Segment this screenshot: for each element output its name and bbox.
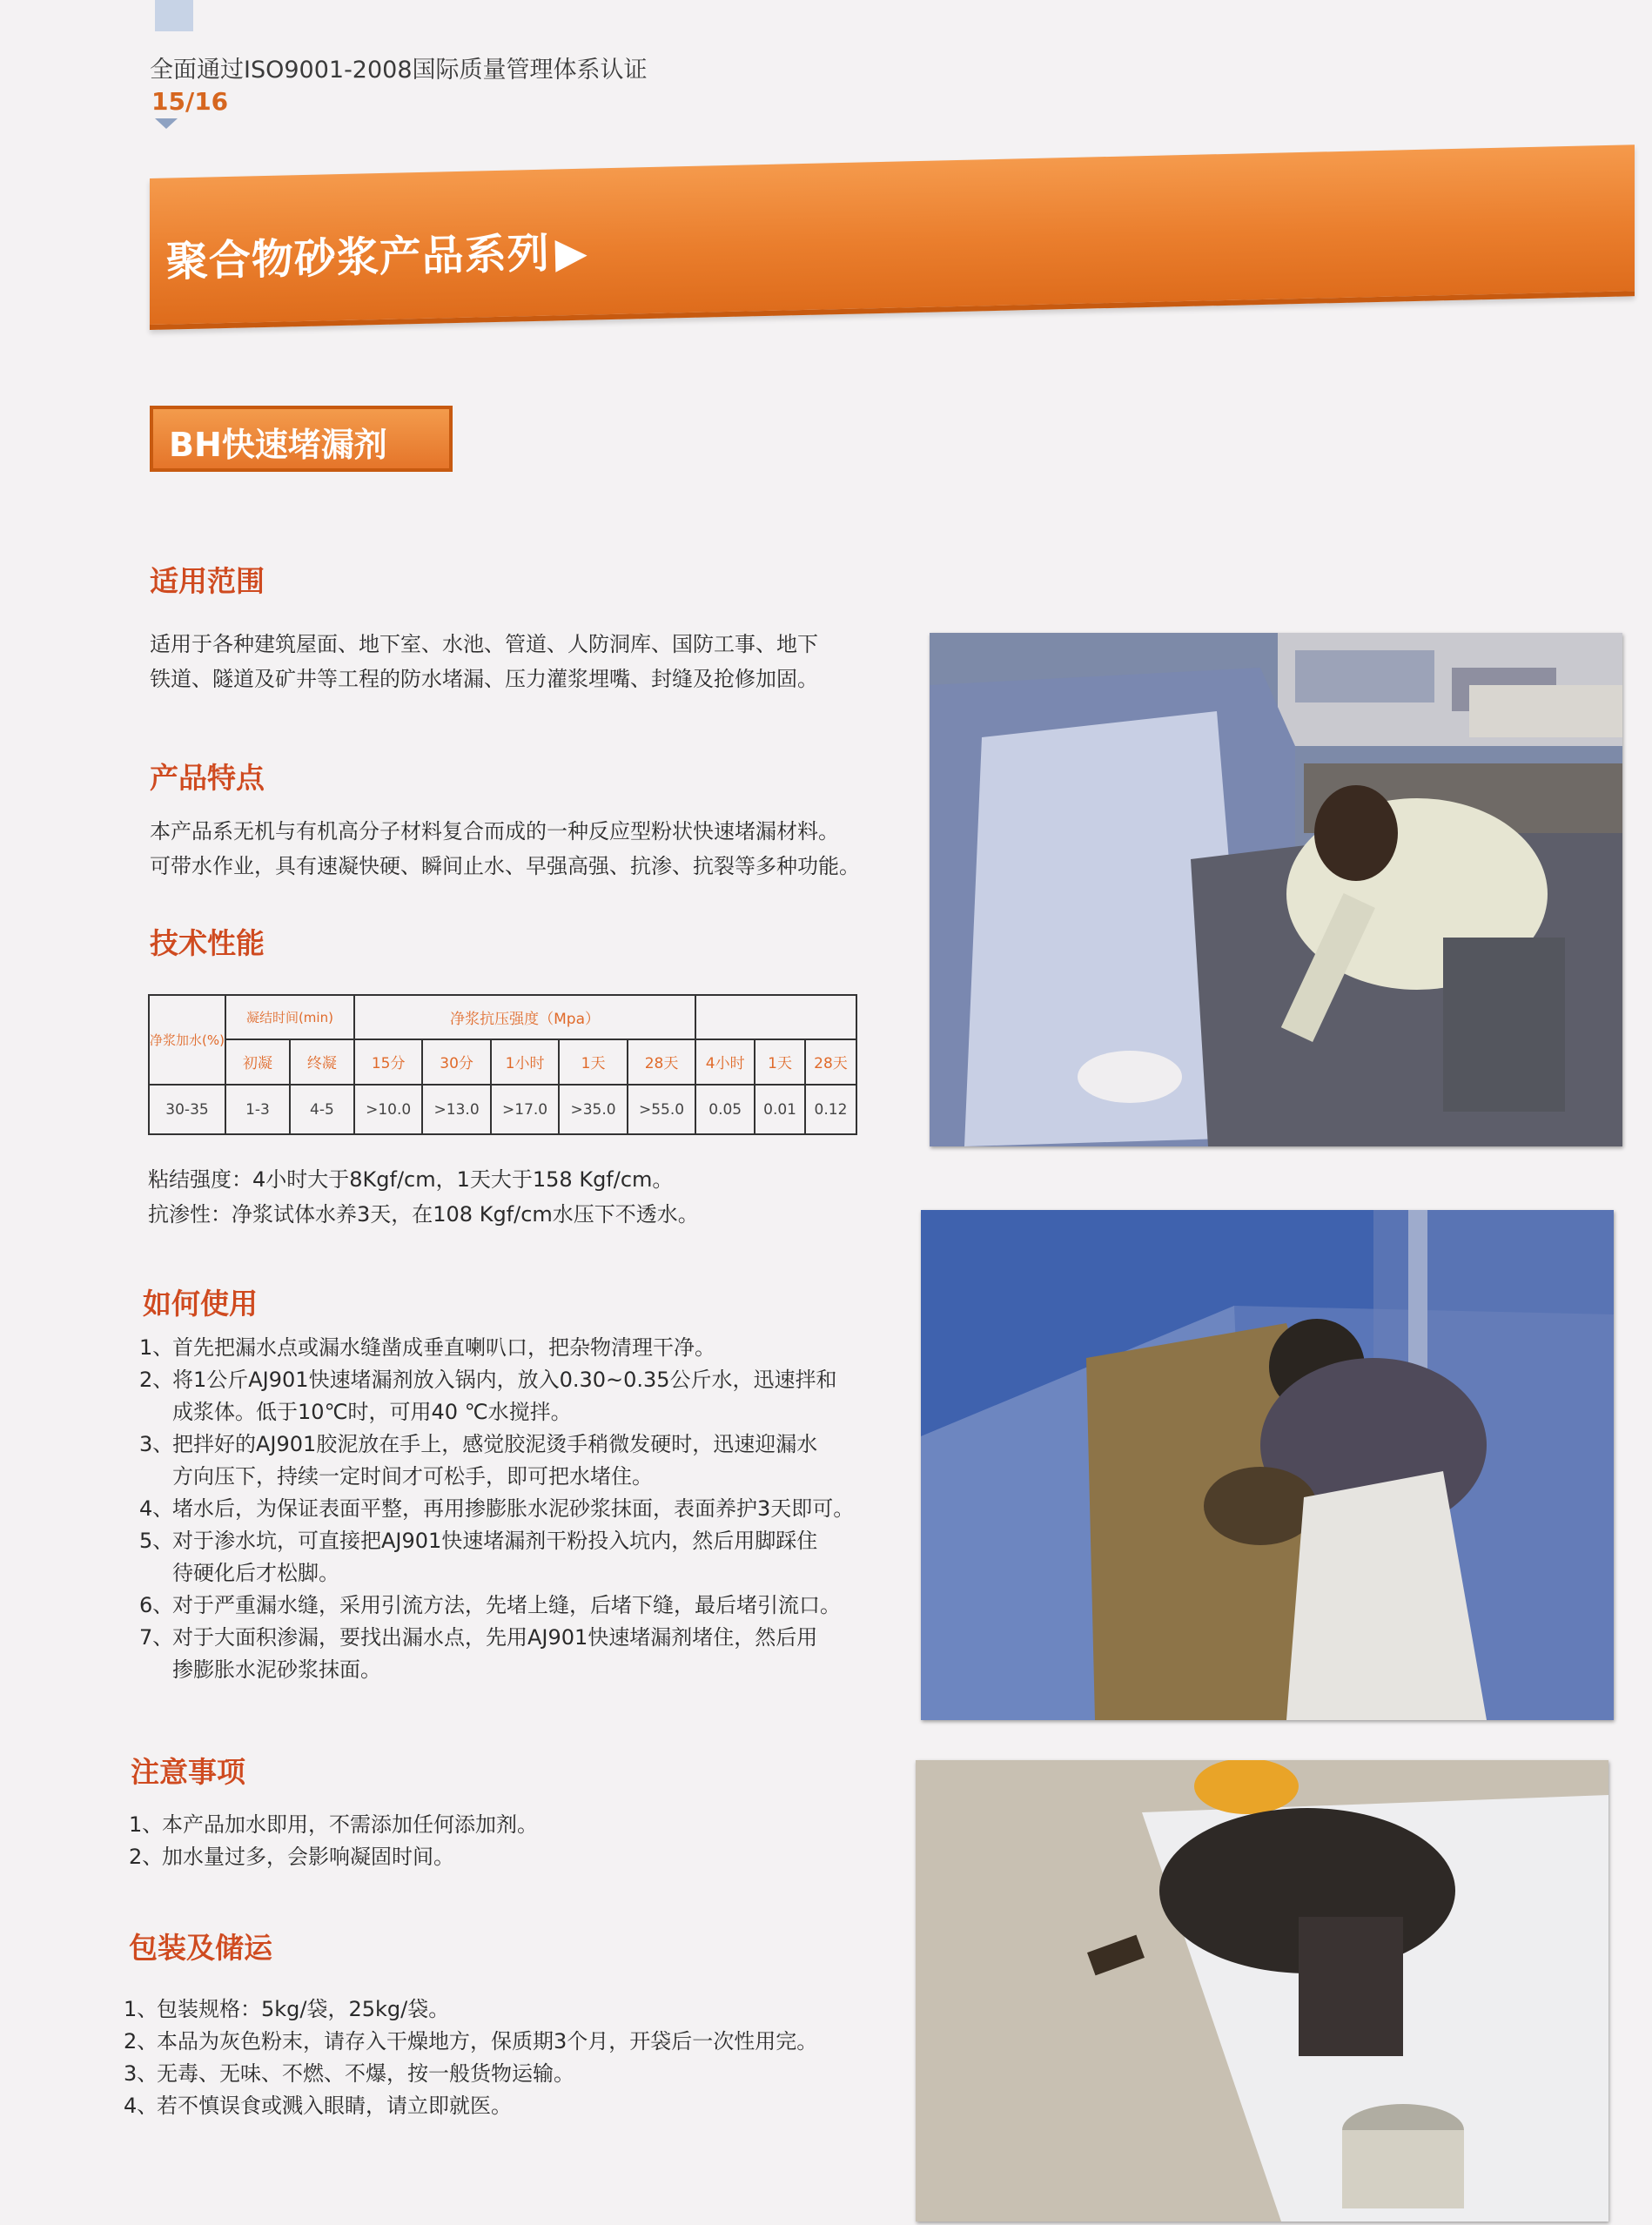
tech-note: 抗渗性：净浆试体水养3天，在108 Kgf/cm水压下不透水。 bbox=[148, 1202, 699, 1227]
step-number: 6、 bbox=[139, 1593, 174, 1617]
usage-heading: 如何使用 bbox=[143, 1287, 258, 1321]
list-item bbox=[139, 1428, 923, 1493]
table-cell: 0.05 bbox=[695, 1085, 755, 1134]
sub-header: 终凝 bbox=[290, 1039, 354, 1086]
top-tab-decoration bbox=[155, 0, 193, 31]
list-item bbox=[139, 1332, 923, 1364]
packaging-heading: 包装及储运 bbox=[129, 1931, 272, 1965]
list-item bbox=[139, 1622, 923, 1686]
list-item bbox=[129, 1809, 912, 1841]
sub-header: 1天 bbox=[755, 1039, 805, 1086]
step-text: 将1公斤AJ901快速堵漏剂放入锅内，放入0.30~0.35公斤水，迅速拌和 bbox=[172, 1368, 837, 1392]
list-item bbox=[124, 2058, 924, 2090]
series-title: 聚合物砂浆产品系列▶ bbox=[165, 227, 589, 286]
table-cell: >13.0 bbox=[422, 1085, 490, 1134]
sub-header: 28天 bbox=[805, 1039, 856, 1086]
col-water-header: 净浆加水(%) bbox=[149, 995, 225, 1085]
step-number: 7、 bbox=[139, 1625, 174, 1650]
item-number: 3、 bbox=[124, 2061, 158, 2086]
page-number: 15/16 bbox=[151, 87, 229, 116]
strength-header: 净浆抗压强度（Mpa） bbox=[354, 995, 695, 1039]
list-item bbox=[124, 2026, 924, 2058]
product-title: BH快速堵漏剂 bbox=[169, 426, 387, 464]
table-cell: >10.0 bbox=[354, 1085, 422, 1134]
step-number: 4、 bbox=[139, 1496, 174, 1521]
certification-text: 全面通过ISO9001-2008国际质量管理体系认证 bbox=[150, 57, 648, 84]
table-cell: 1-3 bbox=[225, 1085, 290, 1134]
item-number: 4、 bbox=[124, 2094, 158, 2118]
item-number: 2、 bbox=[124, 2029, 158, 2054]
sub-header: 初凝 bbox=[225, 1039, 290, 1086]
step-text: 掺膨胀水泥砂浆抹面。 bbox=[172, 1657, 381, 1682]
scope-heading: 适用范围 bbox=[150, 564, 265, 598]
step-text: 成浆体。低于10℃时，可用40 ℃水搅拌。 bbox=[172, 1400, 572, 1424]
scope-line: 铁道、隧道及矿井等工程的防水堵漏、压力灌浆埋嘴、封缝及抢修加固。 bbox=[150, 667, 818, 691]
extra-header bbox=[695, 995, 856, 1039]
sub-header: 15分 bbox=[354, 1039, 422, 1086]
list-item bbox=[124, 1993, 924, 2026]
features-text bbox=[150, 814, 933, 884]
step-text: 首先把漏水点或漏水缝凿成垂直喇叭口，把杂物清理干净。 bbox=[172, 1335, 715, 1360]
setting-time-header: 凝结时间(min) bbox=[225, 995, 354, 1039]
table-cell: 0.01 bbox=[755, 1085, 805, 1134]
item-text: 本品为灰色粉末，请存入干燥地方，保质期3个月，开袋后一次性用完。 bbox=[157, 2029, 818, 2054]
scope-line: 适用于各种建筑屋面、地下室、水池、管道、人防洞库、国防工事、地下 bbox=[150, 632, 818, 656]
cautions-heading: 注意事项 bbox=[131, 1755, 245, 1789]
list-item bbox=[129, 1841, 912, 1873]
list-item bbox=[139, 1493, 923, 1525]
list-item bbox=[139, 1525, 923, 1590]
photo-floor-worker bbox=[916, 1760, 1608, 2222]
step-text: 对于渗水坑，可直接把AJ901快速堵漏剂干粉投入坑内，然后用脚踩住 bbox=[172, 1529, 818, 1553]
item-text: 加水量过多，会影响凝固时间。 bbox=[162, 1845, 454, 1869]
step-text: 堵水后，为保证表面平整，再用掺膨胀水泥砂浆抹面，表面养护3天即可。 bbox=[172, 1496, 855, 1521]
sub-header: 4小时 bbox=[695, 1039, 755, 1086]
step-text: 待硬化后才松脚。 bbox=[172, 1561, 339, 1585]
packaging-list bbox=[124, 1993, 924, 2122]
step-number: 1、 bbox=[139, 1335, 174, 1360]
sub-header: 30分 bbox=[422, 1039, 490, 1086]
sub-header: 1小时 bbox=[491, 1039, 559, 1086]
features-line: 本产品系无机与有机高分子材料复合而成的一种反应型粉状快速堵漏材料。 bbox=[150, 819, 839, 844]
table-cell: >55.0 bbox=[628, 1085, 695, 1134]
photo-rooftop-worker bbox=[930, 633, 1622, 1146]
item-text: 无毒、无味、不燃、不爆，按一般货物运输。 bbox=[157, 2061, 574, 2086]
down-triangle-icon bbox=[155, 118, 178, 129]
step-text: 对于严重漏水缝，采用引流方法，先堵上缝，后堵下缝，最后堵引流口。 bbox=[172, 1593, 841, 1617]
list-item bbox=[139, 1590, 923, 1622]
step-number: 5、 bbox=[139, 1529, 174, 1553]
play-arrow-icon: ▶ bbox=[554, 227, 589, 278]
photo-pit-worker bbox=[921, 1210, 1614, 1720]
item-number: 1、 bbox=[129, 1812, 164, 1837]
list-item bbox=[139, 1364, 923, 1428]
features-line: 可带水作业，具有速凝快硬、瞬间止水、早强高强、抗渗、抗裂等多种功能。 bbox=[150, 854, 860, 878]
table-cell: >35.0 bbox=[559, 1085, 627, 1134]
tech-note: 粘结强度：4小时大于8Kgf/cm，1天大于158 Kgf/cm。 bbox=[148, 1167, 674, 1192]
features-heading: 产品特点 bbox=[150, 761, 265, 795]
step-text: 对于大面积渗漏，要找出漏水点，先用AJ901快速堵漏剂堵住，然后用 bbox=[172, 1625, 818, 1650]
step-number: 2、 bbox=[139, 1368, 174, 1392]
tech-heading: 技术性能 bbox=[150, 926, 265, 960]
tech-notes bbox=[148, 1162, 931, 1232]
usage-steps bbox=[139, 1332, 923, 1686]
item-text: 本产品加水即用，不需添加任何添加剂。 bbox=[162, 1812, 538, 1837]
table-cell: 0.12 bbox=[805, 1085, 856, 1134]
cautions-list bbox=[129, 1809, 912, 1873]
list-item bbox=[124, 2090, 924, 2122]
tech-spec-table bbox=[148, 994, 857, 1135]
item-text: 包装规格：5kg/袋，25kg/袋。 bbox=[157, 1997, 450, 2021]
sub-header: 1天 bbox=[559, 1039, 627, 1086]
item-number: 2、 bbox=[129, 1845, 164, 1869]
item-number: 1、 bbox=[124, 1997, 158, 2021]
step-text: 方向压下，持续一定时间才可松手，即可把水堵住。 bbox=[172, 1464, 653, 1489]
table-cell: 30-35 bbox=[149, 1085, 225, 1134]
item-text: 若不慎误食或溅入眼睛，请立即就医。 bbox=[157, 2094, 512, 2118]
sub-header: 28天 bbox=[628, 1039, 695, 1086]
table-cell: >17.0 bbox=[491, 1085, 559, 1134]
scope-text bbox=[150, 627, 916, 696]
step-text: 把拌好的AJ901胶泥放在手上，感觉胶泥烫手稍微发硬时，迅速迎漏水 bbox=[172, 1432, 818, 1456]
step-number: 3、 bbox=[139, 1432, 174, 1456]
table-cell: 4-5 bbox=[290, 1085, 354, 1134]
